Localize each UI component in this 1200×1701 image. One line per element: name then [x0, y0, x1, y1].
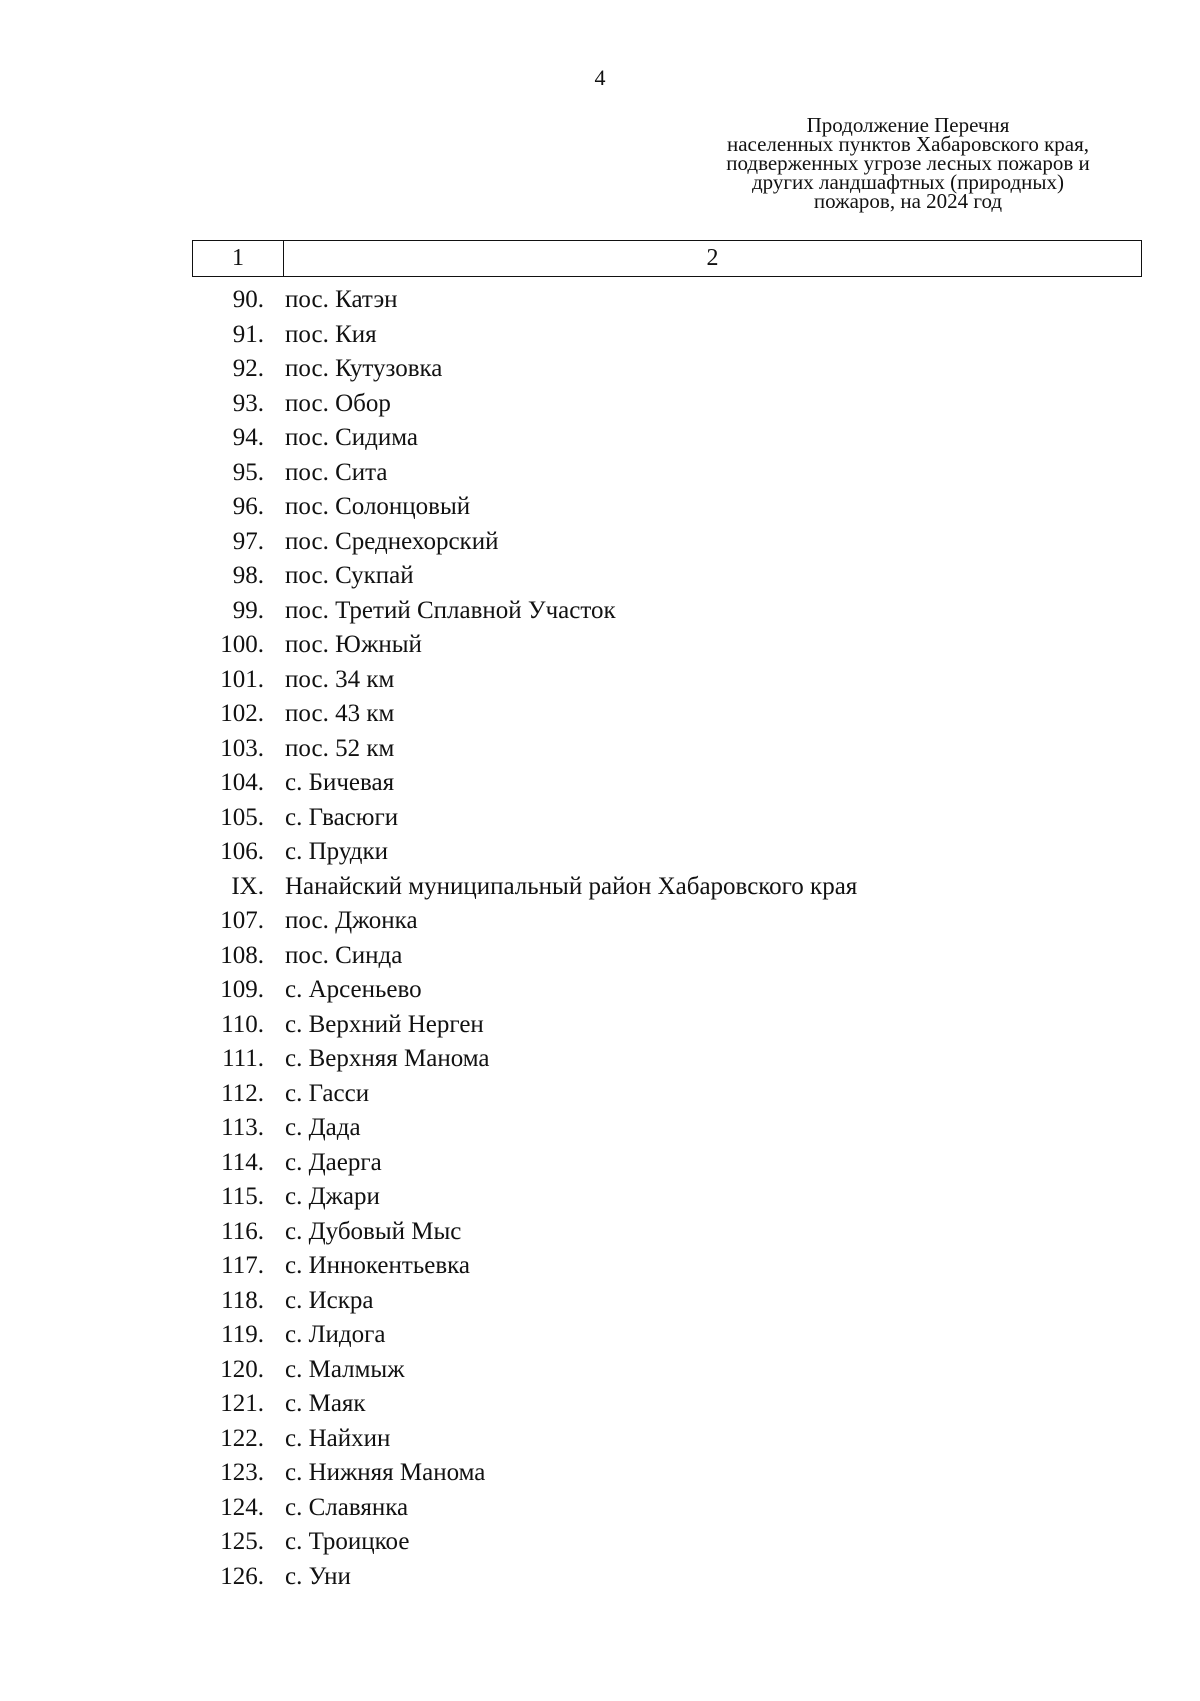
settlement-name: пос. Кия [285, 320, 377, 348]
settlement-name: с. Искра [285, 1286, 374, 1314]
table-row [192, 283, 1142, 318]
row-number: 116. [221, 1217, 264, 1245]
row-number: 122. [220, 1424, 264, 1452]
table-row [192, 1180, 1142, 1215]
table-row [192, 973, 1142, 1008]
table-column-header [192, 240, 1142, 277]
table-row [192, 628, 1142, 663]
settlement-name: пос. Солонцовый [285, 493, 471, 521]
table-row [192, 559, 1142, 594]
row-number: 104. [220, 769, 264, 797]
row-number: 121. [220, 1390, 264, 1418]
settlement-name: с. Троицкое [285, 1528, 410, 1556]
row-number: 123. [220, 1459, 264, 1487]
settlement-list [192, 283, 1142, 1594]
settlement-name: пос. Южный [285, 631, 422, 659]
settlement-name: с. Нижняя Манома [285, 1459, 486, 1487]
settlement-name: с. Верхний Нерген [285, 1010, 484, 1038]
row-number: 120. [220, 1355, 264, 1383]
settlement-name: с. Лидога [285, 1321, 386, 1349]
table-row [192, 490, 1142, 525]
table-row [192, 766, 1142, 801]
settlement-name: с. Гвасюги [285, 803, 399, 831]
settlement-name: с. Иннокентьевка [285, 1252, 470, 1280]
header-line: других ландшафтных (природных) [752, 170, 1064, 194]
header-line: Продолжение Перечня [806, 113, 1010, 137]
settlement-name: пос. Среднехорский [285, 527, 499, 555]
row-number: 113. [221, 1114, 264, 1142]
settlement-name: пос. Сидима [285, 424, 418, 452]
table-row [192, 1525, 1142, 1560]
row-number: 106. [220, 838, 264, 866]
settlement-name: Нанайский муниципальный район Хабаровского края [285, 872, 858, 900]
row-number: 95. [232, 458, 264, 486]
table-row [192, 318, 1142, 353]
settlement-name: с. Славянка [285, 1493, 409, 1521]
row-number: 100. [220, 631, 264, 659]
table-row [192, 594, 1142, 629]
row-number: 107. [220, 907, 264, 935]
settlement-name: пос. 43 км [285, 700, 395, 728]
table-row [192, 1284, 1142, 1319]
table-row [192, 456, 1142, 491]
header-line: подверженных угрозе лесных пожаров и [726, 151, 1090, 175]
settlement-name: пос. Сукпай [285, 562, 414, 590]
row-number: 92. [232, 355, 264, 383]
row-number: 117. [221, 1252, 264, 1280]
row-number: 94. [232, 424, 264, 452]
settlement-name: с. Найхин [285, 1424, 391, 1452]
settlement-name: пос. 52 км [285, 734, 395, 762]
row-number: 110. [221, 1010, 264, 1038]
settlement-name: с. Гасси [285, 1079, 370, 1107]
table-row [192, 1077, 1142, 1112]
settlement-name: пос. Обор [285, 389, 391, 417]
row-number: 99. [232, 596, 264, 624]
settlement-name: с. Малмыж [285, 1355, 405, 1383]
table-row [192, 1456, 1142, 1491]
table-row [192, 1422, 1142, 1457]
settlement-name: пос. Катэн [285, 286, 398, 314]
header-line: населенных пунктов Хабаровского края, [726, 132, 1090, 156]
row-number: 111. [222, 1045, 264, 1073]
row-number: 96. [232, 493, 264, 521]
section-heading-row [192, 870, 1142, 905]
table-row [192, 663, 1142, 698]
settlement-name: пос. Третий Сплавной Участок [285, 596, 616, 624]
settlement-name: с. Дубовый Мыс [285, 1217, 462, 1245]
settlement-name: с. Маяк [285, 1390, 366, 1418]
table-row [192, 387, 1142, 422]
settlement-name: пос. Сита [285, 458, 388, 486]
row-number: 91. [232, 320, 264, 348]
row-number: 108. [220, 941, 264, 969]
settlement-name: пос. Синда [285, 941, 403, 969]
row-number: 124. [220, 1493, 264, 1521]
settlement-name: с. Бичевая [285, 769, 395, 797]
row-number: 115. [221, 1183, 264, 1211]
row-number: IX. [231, 872, 264, 900]
page-number: 4 [594, 65, 606, 90]
table-row [192, 352, 1142, 387]
row-number: 101. [220, 665, 264, 693]
row-number: 119. [221, 1321, 264, 1349]
settlement-name: пос. Джонка [285, 907, 418, 935]
table-row [192, 1249, 1142, 1284]
row-number: 103. [220, 734, 264, 762]
row-number: 112. [221, 1079, 264, 1107]
table-row [192, 525, 1142, 560]
table-row [192, 1215, 1142, 1250]
table-row [192, 1008, 1142, 1043]
row-number: 93. [232, 389, 264, 417]
table-row [192, 939, 1142, 974]
table-row [192, 1560, 1142, 1595]
column-header-name: 2 [706, 245, 719, 271]
table-row [192, 801, 1142, 836]
table-row [192, 835, 1142, 870]
row-number: 98. [232, 562, 264, 590]
table-row [192, 1353, 1142, 1388]
row-number: 126. [220, 1562, 264, 1590]
settlement-name: с. Даерга [285, 1148, 382, 1176]
column-header-number: 1 [193, 241, 284, 276]
row-number: 125. [220, 1528, 264, 1556]
table-row [192, 732, 1142, 767]
table-row [192, 421, 1142, 456]
table-row [192, 904, 1142, 939]
row-number: 97. [232, 527, 264, 555]
settlement-name: с. Дада [285, 1114, 361, 1142]
settlement-name: с. Арсеньево [285, 976, 422, 1004]
row-number: 114. [221, 1148, 264, 1176]
table-row [192, 1111, 1142, 1146]
row-number: 90. [232, 286, 264, 314]
settlement-name: с. Джари [285, 1183, 380, 1211]
header-line: пожаров, на 2024 год [813, 189, 1003, 213]
table-row [192, 1042, 1142, 1077]
settlement-name: с. Верхняя Манома [285, 1045, 490, 1073]
table-row [192, 1491, 1142, 1526]
settlement-name: с. Уни [285, 1562, 351, 1590]
table-row [192, 1146, 1142, 1181]
row-number: 105. [220, 803, 264, 831]
settlement-name: с. Прудки [285, 838, 388, 866]
settlement-name: пос. Кутузовка [285, 355, 443, 383]
table-row [192, 697, 1142, 732]
row-number: 118. [221, 1286, 264, 1314]
row-number: 109. [220, 976, 264, 1004]
continuation-header [688, 113, 1128, 213]
settlement-name: пос. 34 км [285, 665, 395, 693]
row-number: 102. [220, 700, 264, 728]
table-row [192, 1387, 1142, 1422]
table-row [192, 1318, 1142, 1353]
